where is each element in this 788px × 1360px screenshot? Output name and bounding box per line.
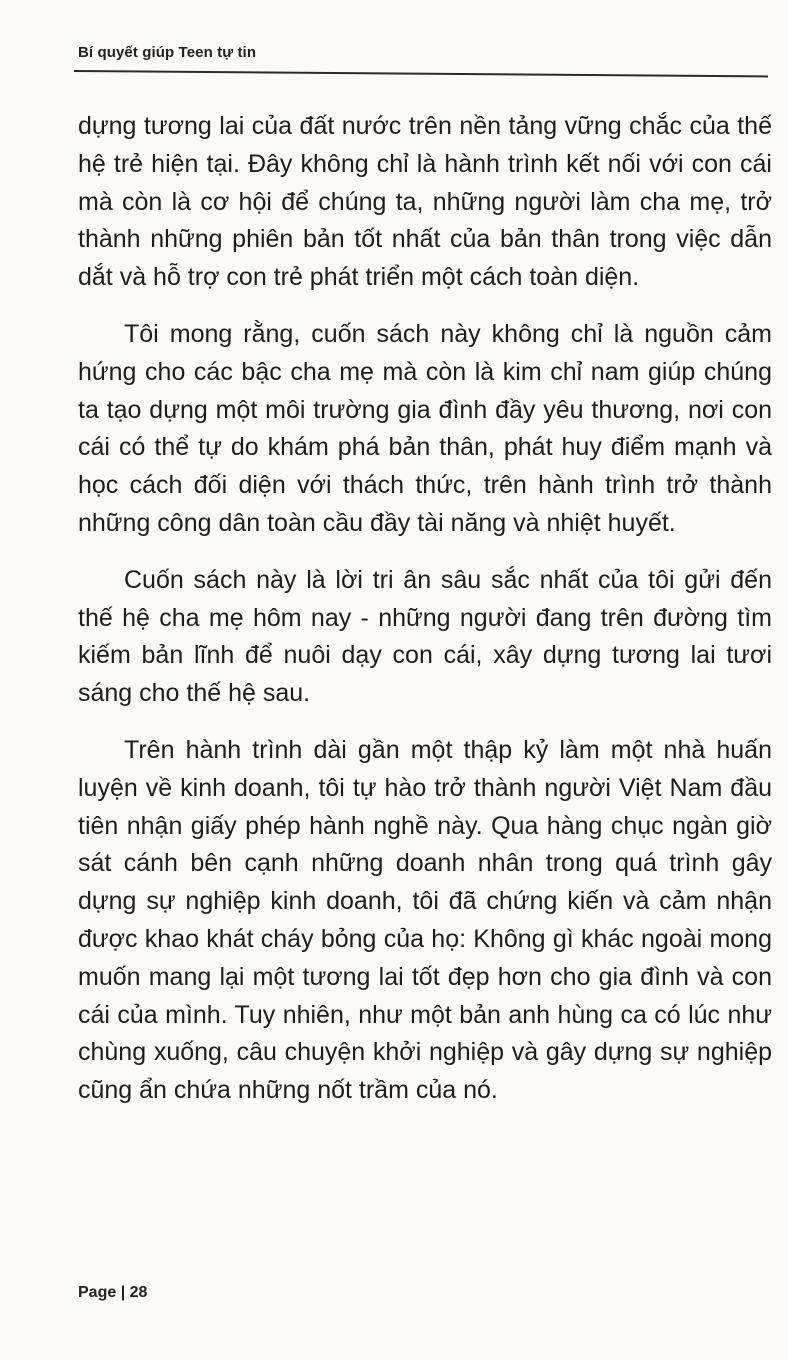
header-rule [74, 70, 768, 77]
page-number: Page | 28 [78, 1284, 148, 1301]
paragraph: Tôi mong rằng, cuốn sách này không chỉ là nguồn cảm hứng cho các bậc cha mẹ mà còn là kim chỉ nam giúp chúng ta tạo dựng một môi trường gia đình đầy yêu thương, nơi con cái có thể tự do khám phá bản thân, phát huy điểm mạnh và học cách đối diện với thách thức, trên hành trình trở thành những công dân toàn cầu đầy tài năng và nhiệt huyết. [78, 319, 772, 537]
paragraph: Cuốn sách này là lời tri ân sâu sắc nhất của tôi gửi đến thế hệ cha mẹ hôm nay - những người đang trên đường tìm kiếm bản lĩnh để nuôi dạy con cái, xây dựng tương lai tươi sáng cho thế hệ sau. [78, 565, 772, 708]
paragraph: Trên hành trình dài gần một thập kỷ làm một nhà huấn luyện về kinh doanh, tôi tự hào trở thành người Việt Nam đầu tiên nhận giấy phép hành nghề này. Qua hàng chục ngàn giờ sát cánh bên cạnh những doanh nhân trong quá trình gây dựng sự nghiệp kinh doanh, tôi đã chứng kiến và cảm nhận được khao khát cháy bỏng của họ: Không gì khác ngoài mong muốn mang lại một tương lai tốt đẹp hơn cho gia đình và con cái của mình. Tuy nhiên, như một bản anh hùng ca có lúc như chùng xuống, câu chuyện khởi nghiệp và gây dựng sự nghiệp cũng ẩn chứa những nốt trầm của nó. [78, 735, 772, 1105]
body-text [78, 108, 772, 1129]
paragraph-continued: dựng tương lai của đất nước trên nền tảng vững chắc của thế hệ trẻ hiện tại. Đây không chỉ là hành trình kết nối với con cái mà còn là cơ hội để chúng ta, những người làm cha mẹ, trở thành những phiên bản tốt nhất của bản thân trong việc dẫn dắt và hỗ trợ con trẻ phát triển một cách toàn diện. [78, 112, 772, 292]
running-header-title: Bí quyết giúp Teen tự tin [78, 44, 257, 61]
